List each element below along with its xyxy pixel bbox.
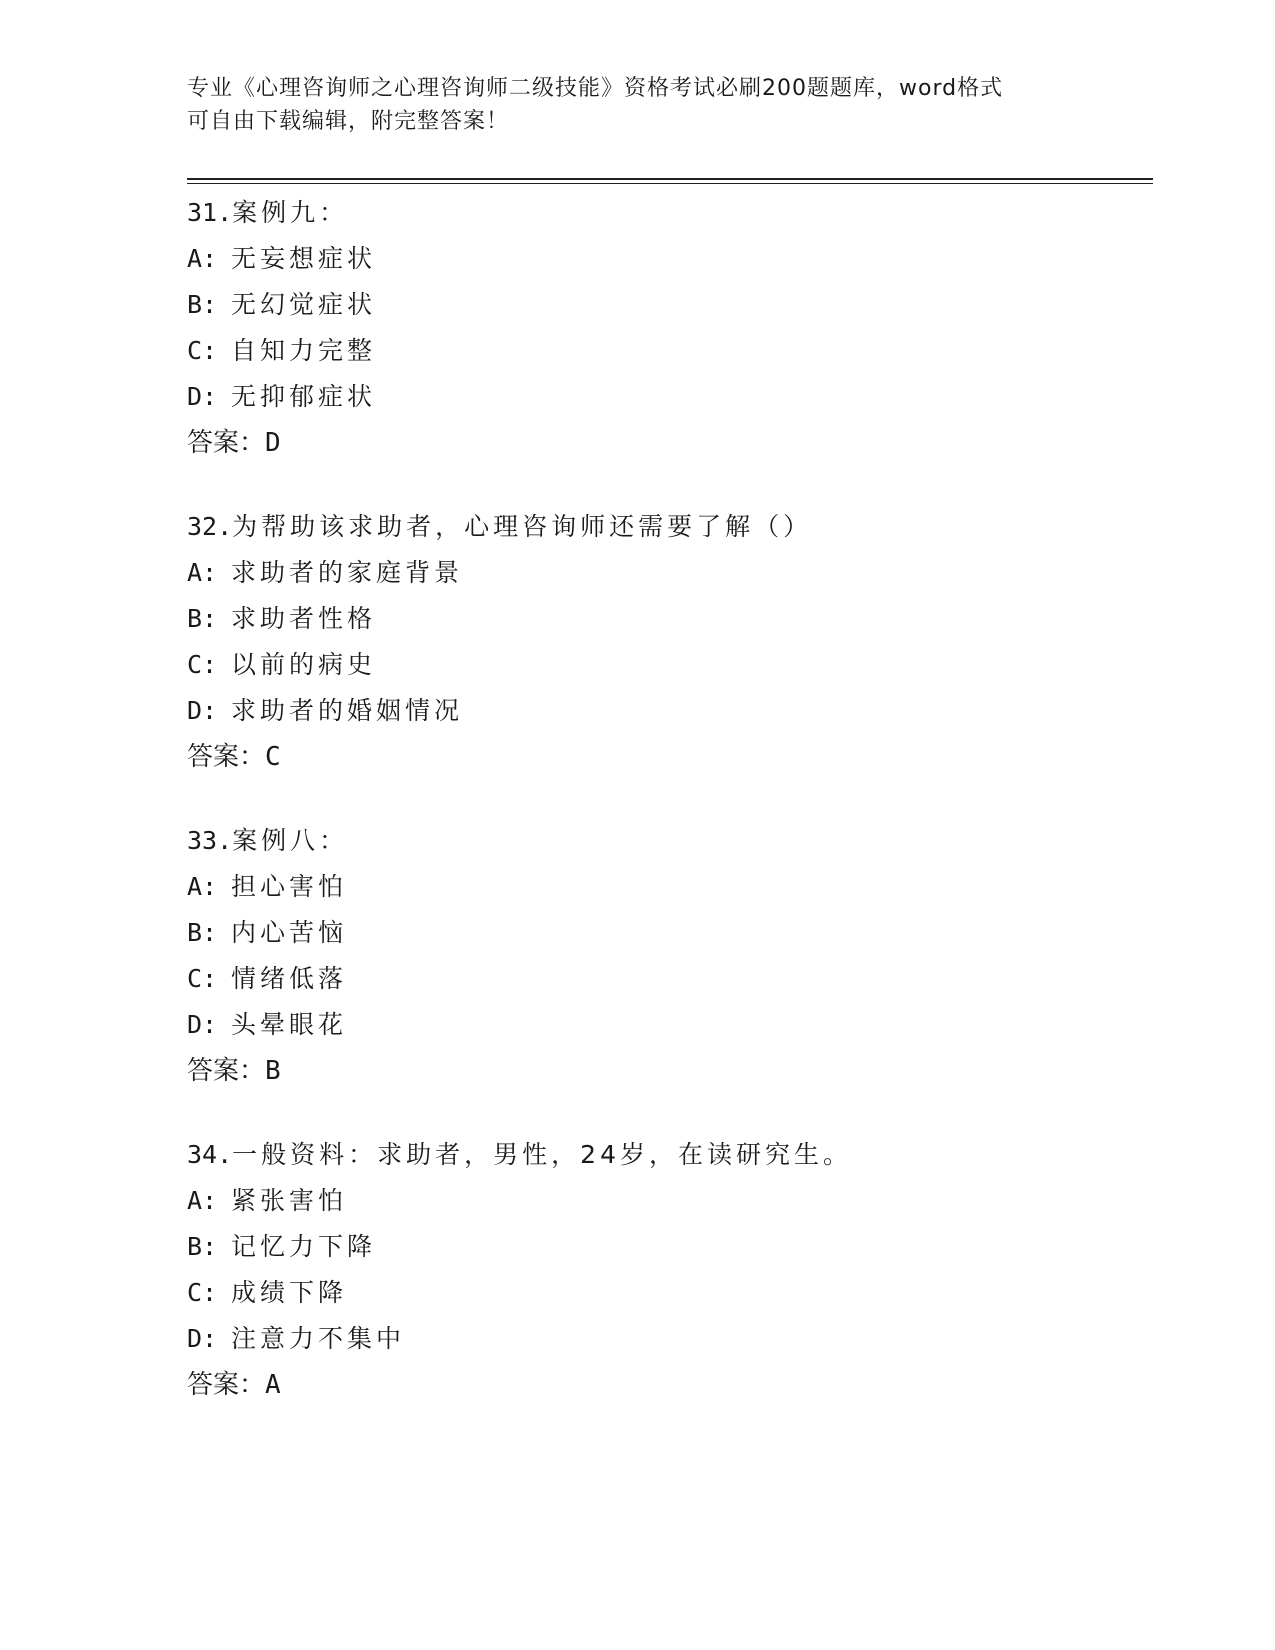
option-text: 成绩下降 — [231, 1278, 348, 1307]
option-letter: D: — [187, 696, 218, 725]
option-text: 注意力不集中 — [231, 1324, 406, 1353]
option-letter: B: — [187, 604, 218, 633]
question-32 — [187, 504, 1153, 780]
answer-line — [187, 734, 1153, 780]
option-letter: C: — [187, 650, 218, 679]
option-text: 紧张害怕 — [231, 1186, 348, 1215]
answer-value: A — [265, 1370, 281, 1400]
option-text: 无妄想症状 — [231, 244, 377, 273]
answer-label: 答案： — [187, 428, 266, 458]
question-stem — [187, 1132, 1153, 1178]
option-letter: A: — [187, 244, 218, 273]
option-letter: D: — [187, 1324, 218, 1353]
question-list — [187, 190, 1153, 1446]
option-c — [187, 956, 1153, 1002]
answer-value: C — [265, 742, 281, 772]
option-b — [187, 282, 1153, 328]
option-letter: D: — [187, 1010, 218, 1039]
answer-line — [187, 420, 1153, 466]
option-b — [187, 910, 1153, 956]
option-text: 求助者的婚姻情况 — [231, 696, 464, 725]
question-31 — [187, 190, 1153, 466]
answer-label: 答案： — [187, 1056, 266, 1086]
option-letter: D: — [187, 382, 218, 411]
header-line-1: 专业《心理咨询师之心理咨询师二级技能》资格考试必刷200题题库，word格式 — [187, 76, 1004, 101]
answer-label: 答案： — [187, 742, 266, 772]
option-c — [187, 328, 1153, 374]
option-text: 以前的病史 — [231, 650, 377, 679]
option-letter: A: — [187, 872, 218, 901]
option-text: 内心苦恼 — [231, 918, 348, 947]
option-c — [187, 642, 1153, 688]
option-text: 求助者的家庭背景 — [231, 558, 464, 587]
option-text: 自知力完整 — [231, 336, 377, 365]
option-letter: A: — [187, 558, 218, 587]
option-letter: B: — [187, 290, 218, 319]
option-text: 记忆力下降 — [231, 1232, 377, 1261]
question-number: 31. — [187, 198, 233, 227]
answer-label: 答案： — [187, 1370, 266, 1400]
option-text: 求助者性格 — [231, 604, 377, 633]
option-a — [187, 236, 1153, 282]
option-letter: A: — [187, 1186, 218, 1215]
question-stem — [187, 818, 1153, 864]
option-c — [187, 1270, 1153, 1316]
option-text: 担心害怕 — [231, 872, 348, 901]
option-letter: B: — [187, 918, 218, 947]
option-a — [187, 864, 1153, 910]
option-text: 无幻觉症状 — [231, 290, 377, 319]
option-letter: C: — [187, 1278, 218, 1307]
header-line-2: 可自由下载编辑，附完整答案！ — [187, 109, 510, 134]
document-header — [187, 72, 1087, 138]
option-a — [187, 1178, 1153, 1224]
option-letter: C: — [187, 964, 218, 993]
option-d — [187, 1316, 1153, 1362]
question-text: 一般资料：求助者，男性，24岁，在读研究生。 — [232, 1140, 852, 1169]
answer-value: D — [265, 428, 281, 458]
option-b — [187, 596, 1153, 642]
answer-line — [187, 1048, 1153, 1094]
option-d — [187, 688, 1153, 734]
question-number: 33. — [187, 826, 233, 855]
option-letter: C: — [187, 336, 218, 365]
option-letter: B: — [187, 1232, 218, 1261]
answer-value: B — [265, 1056, 281, 1086]
option-text: 无抑郁症状 — [231, 382, 377, 411]
option-d — [187, 374, 1153, 420]
question-stem — [187, 190, 1153, 236]
question-number: 34. — [187, 1140, 233, 1169]
option-text: 头晕眼花 — [231, 1010, 348, 1039]
option-text: 情绪低落 — [231, 964, 348, 993]
question-text: 案例八： — [232, 826, 349, 855]
question-33 — [187, 818, 1153, 1094]
question-34 — [187, 1132, 1153, 1408]
answer-line — [187, 1362, 1153, 1408]
question-text: 为帮助该求助者，心理咨询师还需要了解（） — [232, 512, 813, 541]
option-a — [187, 550, 1153, 596]
option-d — [187, 1002, 1153, 1048]
header-divider — [187, 178, 1153, 184]
question-text: 案例九： — [232, 198, 349, 227]
option-b — [187, 1224, 1153, 1270]
question-number: 32. — [187, 512, 233, 541]
question-stem — [187, 504, 1153, 550]
